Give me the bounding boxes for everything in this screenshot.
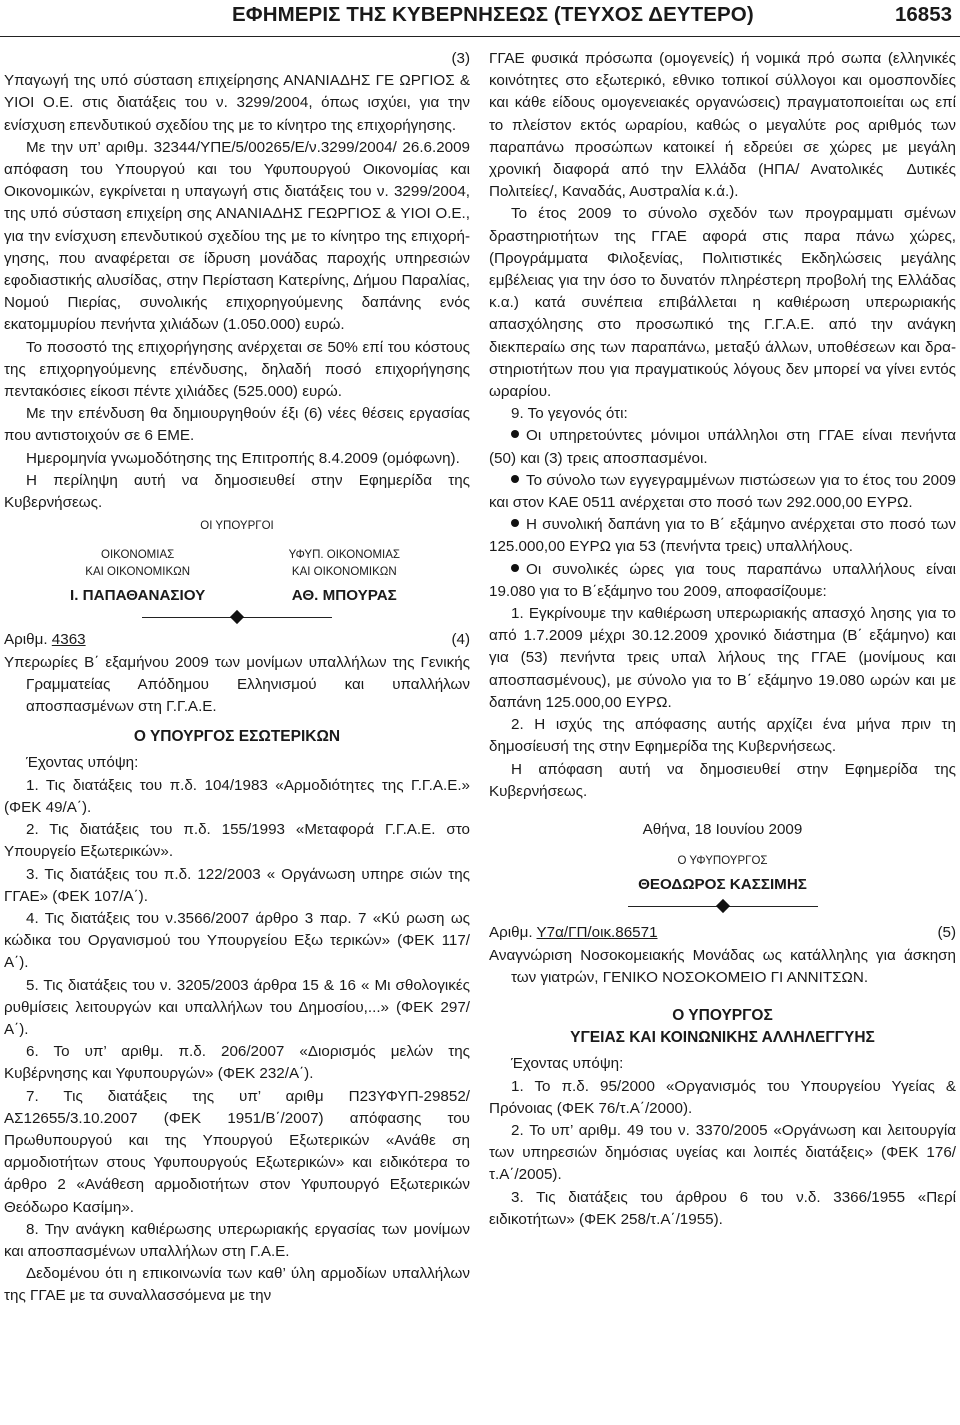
decision-3-grant: Το ποσοστό της επιχορήγησης ανέρχεται σε 50% επί του κόστους της επιχορηγούμενης επένδυσης, δηλαδή ποσό επιχορήγησης πεντακόσιες είκοσι πέντε χιλιάδες (525.000) ευρώ. <box>4 338 470 401</box>
diamond-icon <box>230 610 244 624</box>
having-considered: Έχοντας υπόψη: <box>26 754 139 772</box>
page-number: 16853 <box>894 3 952 26</box>
left-column <box>4 48 470 1308</box>
page-header <box>0 2 960 37</box>
decision-4-article-1: 1. Εγκρίνουμε την καθιέρωση υπερωριακής απασχό λησης για το από 1.7.2009 μέχρι 30.12.2009 χρονικό διάστημα (Β΄ εξάμηνο) και για (53) πενήντα τρεις υπαλ λήλους της ΓΓΑΕ (μονίμους και αποσπασμένους), με σύνολο για το Β΄ εξάμηνο 19.080 ωρών και με δαπάνη 125.000,00 ΕΥΡΩ. <box>489 605 956 711</box>
decision-4-date: Αθήνα, 18 Ιουνίου 2009 <box>642 820 803 838</box>
decision-4-fact-intro: 9. Το γεγονός ότι: <box>511 405 628 423</box>
decision-4-reasoning: Δεδομένου ότι η επικοινωνία των καθ’ ύλη αρμοδίων υπαλλήλων της ΓΓΑΕ με τα συναλλασσόμενα με την <box>4 1265 470 1305</box>
signature-minister: ΟΙΚΟΝΟΜΙΑΣ ΚΑΙ ΟΙΚΟΝΟΜΙΚΩΝ Ι. ΠΑΠΑΘΑΝΑΣΙΟΥ <box>70 547 205 607</box>
list-item: 3. Τις διατάξεις του άρθρου 6 του ν.δ. 3366/1955 «Περί ειδικοτήτων» (ΦΕΚ 258/τ.Α΄/1955). <box>489 1188 956 1228</box>
list-item: 1. Το π.δ. 95/2000 «Οργανισμός του Υπουργείου Υγείας & Πρόνοιας (ΦΕΚ 76/τ.Α΄/2000). <box>489 1077 956 1117</box>
bullet-item: Οι υπηρετούντες μόνιμοι υπάλληλοι στη ΓΓΑΕ είναι πενήντα (50) και (3) τρεις αποσπασμένοι. <box>489 425 956 469</box>
having-considered: Έχοντας υπόψη: <box>511 1055 624 1073</box>
list-item: 7. Τις διατάξεις της υπ’ αριθμ Π23ΥΦΥΠ-29852/ ΑΣ12655/3.10.2007 (ΦΕΚ 1951/Β΄/2007) απόφασης του Πρωθυπουργού και της Υπουργού Εξωτερικών «Ανάθε ση αρμοδιοτήτων στους Υφυπουργούς Εξωτερικών» και ειδικότερα το άρθρο 2 «Ανάθεση αρμοδιοτήτων στον Υφυπουργό Εξωτερικών Θεόδωρο Κασίμη». <box>4 1087 470 1216</box>
list-item: 4. Τις διατάξεις του ν.3566/2007 άρθρο 3 παρ. 7 «Κύ ρωση ως κώδικα του Οργανισμού του Υπουργείου Εξω τερικών» (ΦΕΚ 117/Α΄). <box>4 909 470 972</box>
bullet-item: Η συνολική δαπάνη για το Β΄ εξάμηνο ανέρχεται στο ποσό των 125.000,00 ΕΥΡΩ για 53 (πενήντα τρεις) υπαλλήλους. <box>489 514 956 558</box>
decision-3-jobs: Με την επένδυση θα δημιουργηθούν έξι (6) νέες θέσεις εργασίας που αντιστοιχούν σε 6 ΕΜΕ. <box>4 405 470 445</box>
gazette-title: ΕΦΗΜΕΡΙΣ ΤΗΣ ΚΥΒΕΡΝΗΣΕΩΣ (ΤΕΥΧΟΣ ΔΕΥΤΕΡΟ) <box>232 3 754 26</box>
list-item: 1. Τις διατάξεις του π.δ. 104/1983 «Αρμοδιότητες της Γ.Γ.Α.Ε.» (ΦΕΚ 49/Α΄). <box>4 776 470 816</box>
bullet-item: Οι συνολικές ώρες για τους παραπάνω υπαλλήλους είναι 19.080 για το Β΄εξάμηνο του 2009, αποφασίζουμε: <box>489 559 956 603</box>
section-separator <box>628 896 818 918</box>
list-item: 2. Τις διατάξεις του π.δ. 155/1993 «Μεταφορά Γ.Γ.Α.Ε. στο Υπουργείο Εξωτερικών». <box>4 821 470 861</box>
list-item: 5. Τις διατάξεις του ν. 3205/2003 άρθρα 15 & 16 « Μι σθολογικές ρυθμίσεις λειτουργών και υπαλλήλων του Δημοσίου,...» (ΦΕΚ 297/Α΄). <box>4 976 470 1038</box>
decision-number-4: (4) <box>451 631 470 649</box>
decision-4-activities: Το έτος 2009 το σύνολο σχεδόν των προγραμματι σμένων δραστηριοτήτων της ΓΓΑΕ αφορά στις παρα πάνω χώρες, (Προγράμματα Φιλοξενίας, Πολιτιστικές Εκδηλώσεις μεγάλης εμβέλειας για την όσο το δυνατόν πληρέστερη προβολή της Ελλάδας κ.α.) κατά συνέπεια επιβάλλεται η καθιέρωση υπερωριακής απασχόλησης στο προσωπικό της Γ.Γ.Α.Ε. από την ανάγκη διεκπεραίω σης των παραπάνω, μεταξύ άλλων, υποθέσεων και δρα στηριοτήτων που για πραγματικούς λόγους δεν μπορεί να γίνει εντός ωραρίου. <box>489 205 956 401</box>
section-separator <box>142 607 332 629</box>
decision-3-title: Υπαγωγή της υπό σύσταση επιχείρησης ΑΝΑΝΙΑΔΗΣ ΓΕ ΩΡΓΙΟΣ & ΥΙΟΙ Ο.Ε. στις διατάξεις του ν. 3299/2004, όπως ισχύει, για την ενίσχυση επενδυτικού σχεδίου της με το κίνητρο της επιχορήγησης. <box>4 72 470 134</box>
decision-5-heading-line2: ΥΓΕΙΑΣ ΚΑΙ ΚΟΙΝΩΝΙΚΗΣ ΑΛΛΗΛΕΓΓΥΗΣ <box>570 1029 875 1047</box>
decision-3-body: Με την υπ’ αριθμ. 32344/ΥΠΕ/5/00265/Ε/ν.3299/2004/ 26.6.2009 απόφαση του Υπουργού και του Υφυπουργού Οικονομίας και Οικονομικών, εγκρίνεται η υπαγωγή στις διατάξεις του ν. 3299/2004, της υπό σύσταση επιχείρη σης ΑΝΑΝΙΑΔΗΣ ΓΕΩΡΓΙΟΣ & ΥΙΟΙ Ο.Ε., για την ενίσχυση επενδυτικού σχεδίου της με το κίνητρο της επιχορή γησης, που αναφέρεται σε ίδρυση μονάδας παροχής υπηρεσιών εφοδιαστικής αλυσίδας, στην Περίσταση Κατερίνης, Δήμου Παραλίας, Νομού Πιερίας, συνολικής επιχορηγούμενης δαπάνης ενός εκατομμυρίου πενήντα χιλιάδων (1.050.000) ευρώ. <box>4 138 470 334</box>
right-column <box>489 48 956 1231</box>
signature-name: Ι. ΠΑΠΑΘΑΝΑΣΙΟΥ <box>70 587 206 605</box>
bullet-item: Το σύνολο των εγγεγραμμένων πιστώσεων για το έτος του 2009 και στον ΚΑΕ 0511 ανέρχεται στο ποσό των 292.000,00 ΕΥΡΩ. <box>489 470 956 514</box>
ministers-signatures <box>4 547 470 607</box>
decision-4-publication: Η απόφαση αυτή να δημοσιευθεί στην Εφημερίδα της Κυβερνήσεως. <box>489 760 956 800</box>
list-item: 2. Το υπ’ αριθμ. 49 του ν. 3370/2005 «Οργάνωση και λειτουργία των υπηρεσιών δημόσιας υγείας και λοιπές διατάξεις» (ΦΕΚ 176/τ.Α΄/2005). <box>489 1121 956 1184</box>
decision-5-reference: Αριθμ. Υ7α/ΓΠ/οικ.86571 (5) <box>489 922 956 944</box>
deputy-minister-label: Ο ΥΦΥΠΟΥΡΓΟΣ <box>677 855 768 868</box>
diamond-icon <box>715 899 729 913</box>
decision-5-title: Αναγνώριση Νοσοκομειακής Μονάδας ως κατάλληλης για άσκηση των γιατρών, ΓΕΝΙΚΟ ΝΟΣΟΚΟΜΕΙΟ ΓΙ ΑΝΝΙΤΣΩΝ. <box>489 946 956 986</box>
decision-4-title: Υπερωρίες Β΄ εξαμήνου 2009 των μονίμων υπαλλήλων της Γενικής Γραμματείας Απόδημου Ελληνισμού και υπαλλήλων αποσπασμένων στη Γ.Γ.Α.Ε. <box>4 653 470 716</box>
decision-3-opinion-date: Ημερομηνία γνωμοδότησης της Επιτροπής 8.4.2009 (ομόφωνη). <box>26 449 460 467</box>
list-item: 3. Τις διατάξεις του π.δ. 122/2003 « Οργάνωση υπηρε σιών της ΓΓΑΕ» (ΦΕΚ 107/Α΄). <box>4 865 470 905</box>
ministers-label: ΟΙ ΥΠΟΥΡΓΟΙ <box>200 520 274 533</box>
decision-3-publication: Η περίληψη αυτή να δημοσιευθεί στην Εφημερίδα της Κυβερνήσεως. <box>4 471 470 512</box>
decision-4-heading: Ο ΥΠΟΥΡΓΟΣ ΕΣΩΤΕΡΙΚΩΝ <box>133 728 341 746</box>
list-item: 6. Το υπ’ αριθμ. π.δ. 206/2007 «Διορισμός μελών της Κυβέρνησης και Υφυπουργών» (ΦΕΚ 232/Α΄). <box>4 1043 470 1083</box>
decision-number-3: (3) <box>451 50 470 67</box>
decision-5-heading-line1: Ο ΥΠΟΥΡΓΟΣ <box>672 1006 773 1024</box>
list-item: 8. Την ανάγκη καθιέρωσης υπερωριακής εργασίας των μονίμων και αποσπασμένων υπαλλήλων στη Γ.Α.Ε. <box>4 1220 470 1260</box>
decision-4-reasoning-continued: ΓΓΑΕ φυσικά πρόσωπα (ομογενείς) ή νομικά πρό σωπα (ελληνικές κοινότητες στο εξωτερικό, εθνικο τοπικοί σύλλογοι και ομοσπονδίες και κάθε είδους ομογενειακές οργανώσεις) πραγματοποιείται ως επί το πλείστον εκτός ωραρίου, καθώς ο μεγαλύτε ρος αριθμός των παραπάνω προσώπων κατοικεί ή εδρεύει σε χώρες με μεγάλη χρονική διαφορά από την Ελλάδα (ΗΠΑ/ Ανατολικές Δυτικές Πολιτείες/, Καναδάς, Αυστραλία κ.ά.). <box>489 50 956 201</box>
decision-4-article-2: 2. Η ισχύς της απόφασης αυτής αρχίζει ένα μήνα πριν τη δημοσίευσή της στην Εφημερίδα της Κυβερνήσεως. <box>489 716 956 756</box>
reference-number: 4363 <box>51 631 86 649</box>
deputy-minister-name: ΘΕΟΔΩΡΟΣ ΚΑΣΣΙΜΗΣ <box>638 876 807 894</box>
reference-number: Υ7α/ΓΠ/οικ.86571 <box>536 924 658 942</box>
decision-4-reference: Αριθμ. 4363 (4) <box>4 629 470 651</box>
signature-name: ΑΘ. ΜΠΟΥΡΑΣ <box>291 587 397 605</box>
signature-deputy-minister: ΥΦΥΠ. ΟΙΚΟΝΟΜΙΑΣ ΚΑΙ ΟΙΚΟΝΟΜΙΚΩΝ ΑΘ. ΜΠΟΥΡΑΣ <box>289 547 400 607</box>
decision-number-5: (5) <box>937 924 956 942</box>
